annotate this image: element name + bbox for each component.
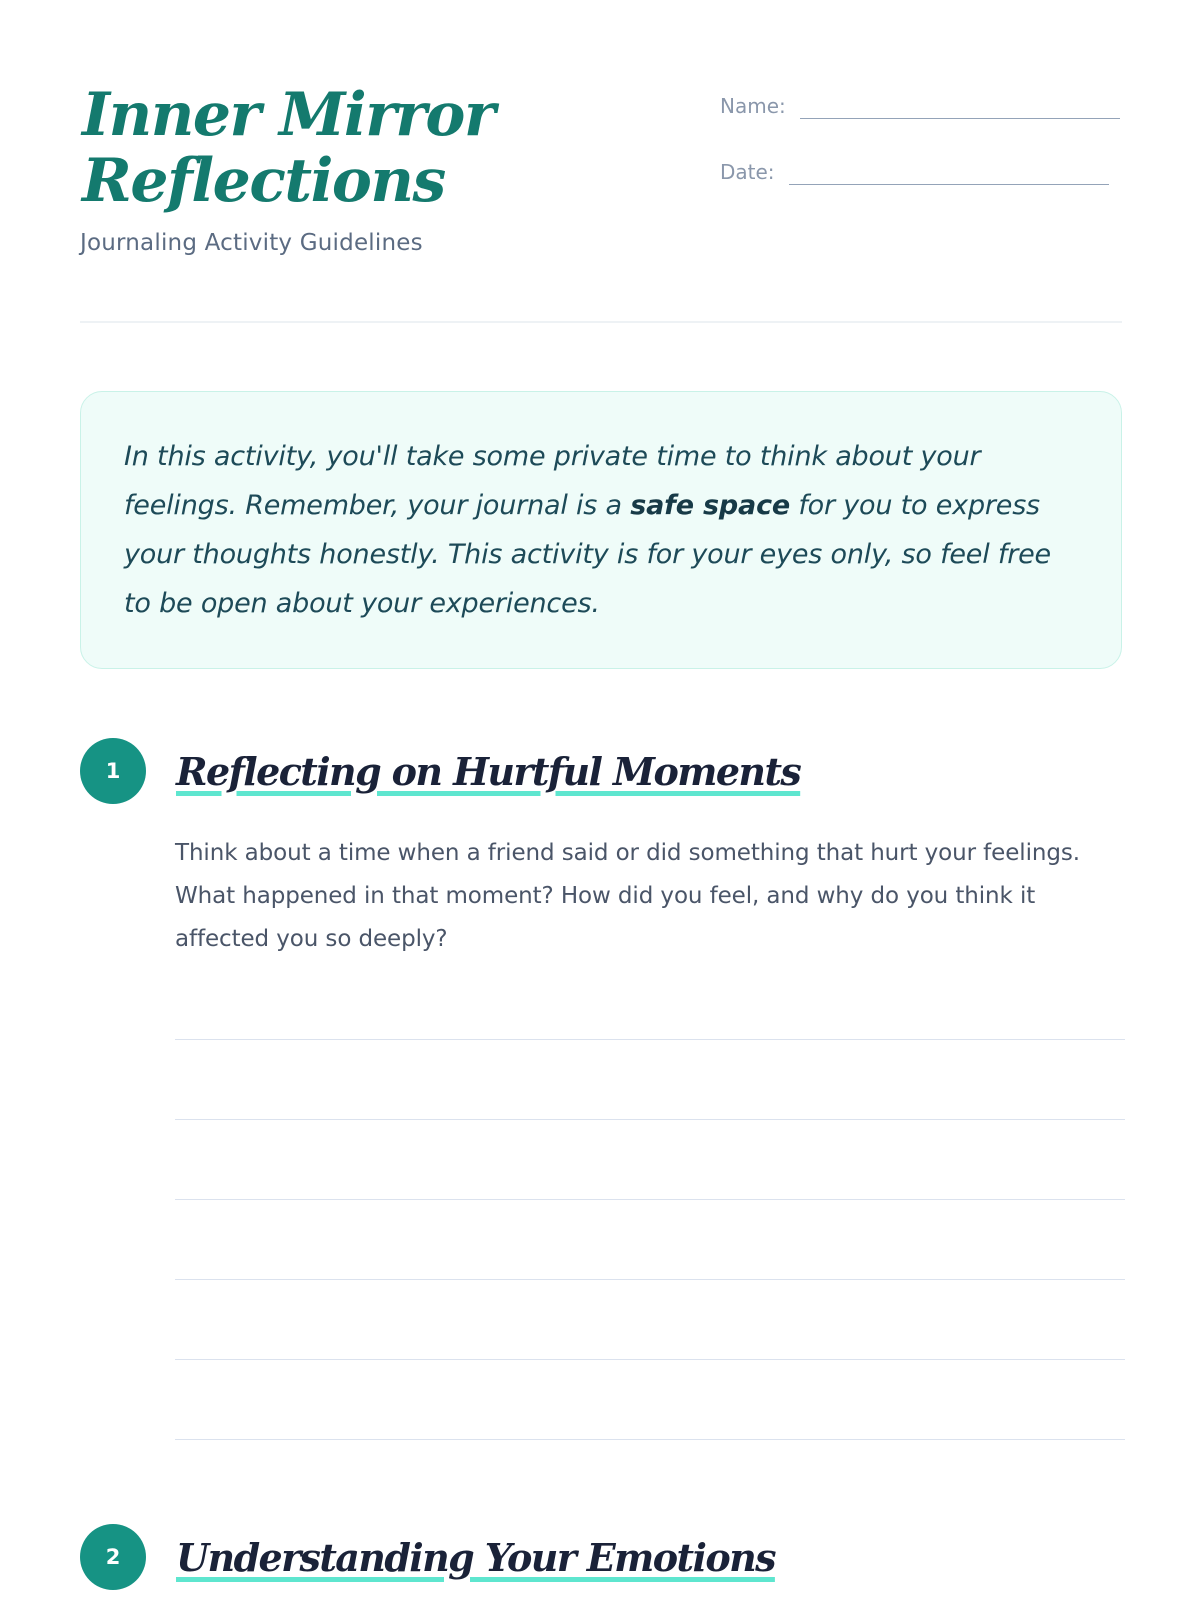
date-label: Date: [720,160,775,184]
section-title [176,1534,775,1582]
writing-line[interactable] [175,1279,1125,1280]
intro-text-start: In this activity, you'll take some private time to think about your feelings. Remember, your journal is a [124,441,981,521]
name-label: Name: [720,94,786,118]
header-divider [80,321,1122,323]
date-input-line[interactable] [789,150,1109,185]
writing-line[interactable] [175,1119,1125,1120]
section-number-badge: 1 [80,738,146,804]
section-prompt: Think about a time when a friend said or did something that hurt your feelings. What happened in that moment? How did you feel, and why do you think it affected you so deeply? [175,840,1080,952]
writing-line[interactable] [175,1439,1125,1440]
section-title [176,748,800,796]
intro-box [80,391,1122,669]
section-number-badge: 2 [80,1524,146,1590]
intro-emphasis: safe space [630,490,790,521]
name-input-line[interactable] [800,84,1120,119]
page-subtitle: Journaling Activity Guidelines [80,230,423,256]
writing-line[interactable] [175,1199,1125,1200]
section-title-text: Reflecting on Hurtful Moments [176,749,801,794]
date-field [720,150,1109,185]
page-title: Inner Mirror Reflections [82,80,495,216]
writing-line[interactable] [175,1359,1125,1360]
intro-text-end: for you to express your thoughts honestly. This activity is for your eyes only, so feel free to be open about your experiences. [124,490,1051,619]
intro-text [124,432,1079,628]
writing-line[interactable] [175,1039,1125,1040]
name-field [720,84,1120,119]
section-title-text: Understanding Your Emotions [176,1535,775,1580]
